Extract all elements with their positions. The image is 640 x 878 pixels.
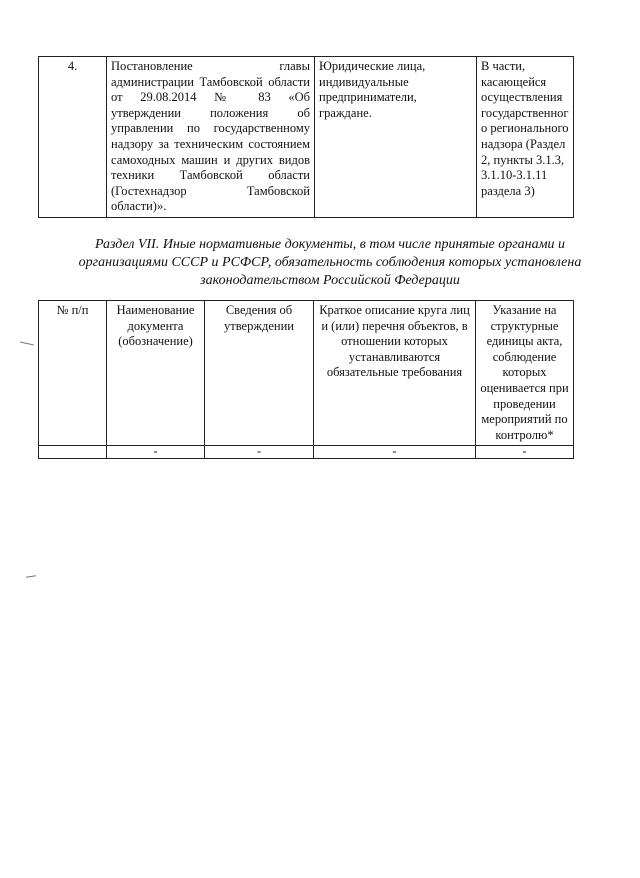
row-number: 4. <box>39 57 107 218</box>
table-row <box>39 57 574 218</box>
document-cell: Постановление главы администрации Тамбовской области от 29.08.2014 № 83 «Об утверждении положения об управлении по государственному надзору за техническим состоянием самоходных машин и других видов техники Тамбовской области (Гостехнадзор Тамбовской области)». <box>107 57 315 218</box>
header-number: № п/п <box>39 301 107 446</box>
scan-mark <box>20 342 34 346</box>
cell-document-name: - <box>107 446 205 459</box>
section-title: Раздел VII. Иные нормативные документы, в том числе принятые органами и организациями СССР и РСФСР, обязательность соблюдения которых установлена законодательством Российской Федерации <box>78 237 582 288</box>
cell-number <box>39 446 107 459</box>
table-header-row <box>39 301 574 446</box>
subjects-cell: Юридические лица, индивидуальные предприниматели, граждане. <box>315 57 477 218</box>
cell-description: - <box>314 446 476 459</box>
cell-approval-info: - <box>205 446 314 459</box>
header-approval-info: Сведения об утверждении <box>205 301 314 446</box>
header-structural-units: Указание на структурные единицы акта, соблюдение которых оценивается при проведении мероприятий по контролю* <box>476 301 574 446</box>
table-row <box>39 446 574 459</box>
regulation-table <box>38 56 574 218</box>
scan-mark <box>26 575 36 577</box>
scope-cell: В части, касающейся осуществления государственного регионального надзора (Раздел 2, пункты 3.1.3, 3.1.10-3.1.11 раздела 3) <box>477 57 574 218</box>
header-description: Краткое описание круга лиц и (или) перечня объектов, в отношении которых устанавливаются обязательные требования <box>314 301 476 446</box>
header-document-name: Наименование документа (обозначение) <box>107 301 205 446</box>
other-documents-table <box>38 300 574 459</box>
cell-structural-units: - <box>476 446 574 459</box>
